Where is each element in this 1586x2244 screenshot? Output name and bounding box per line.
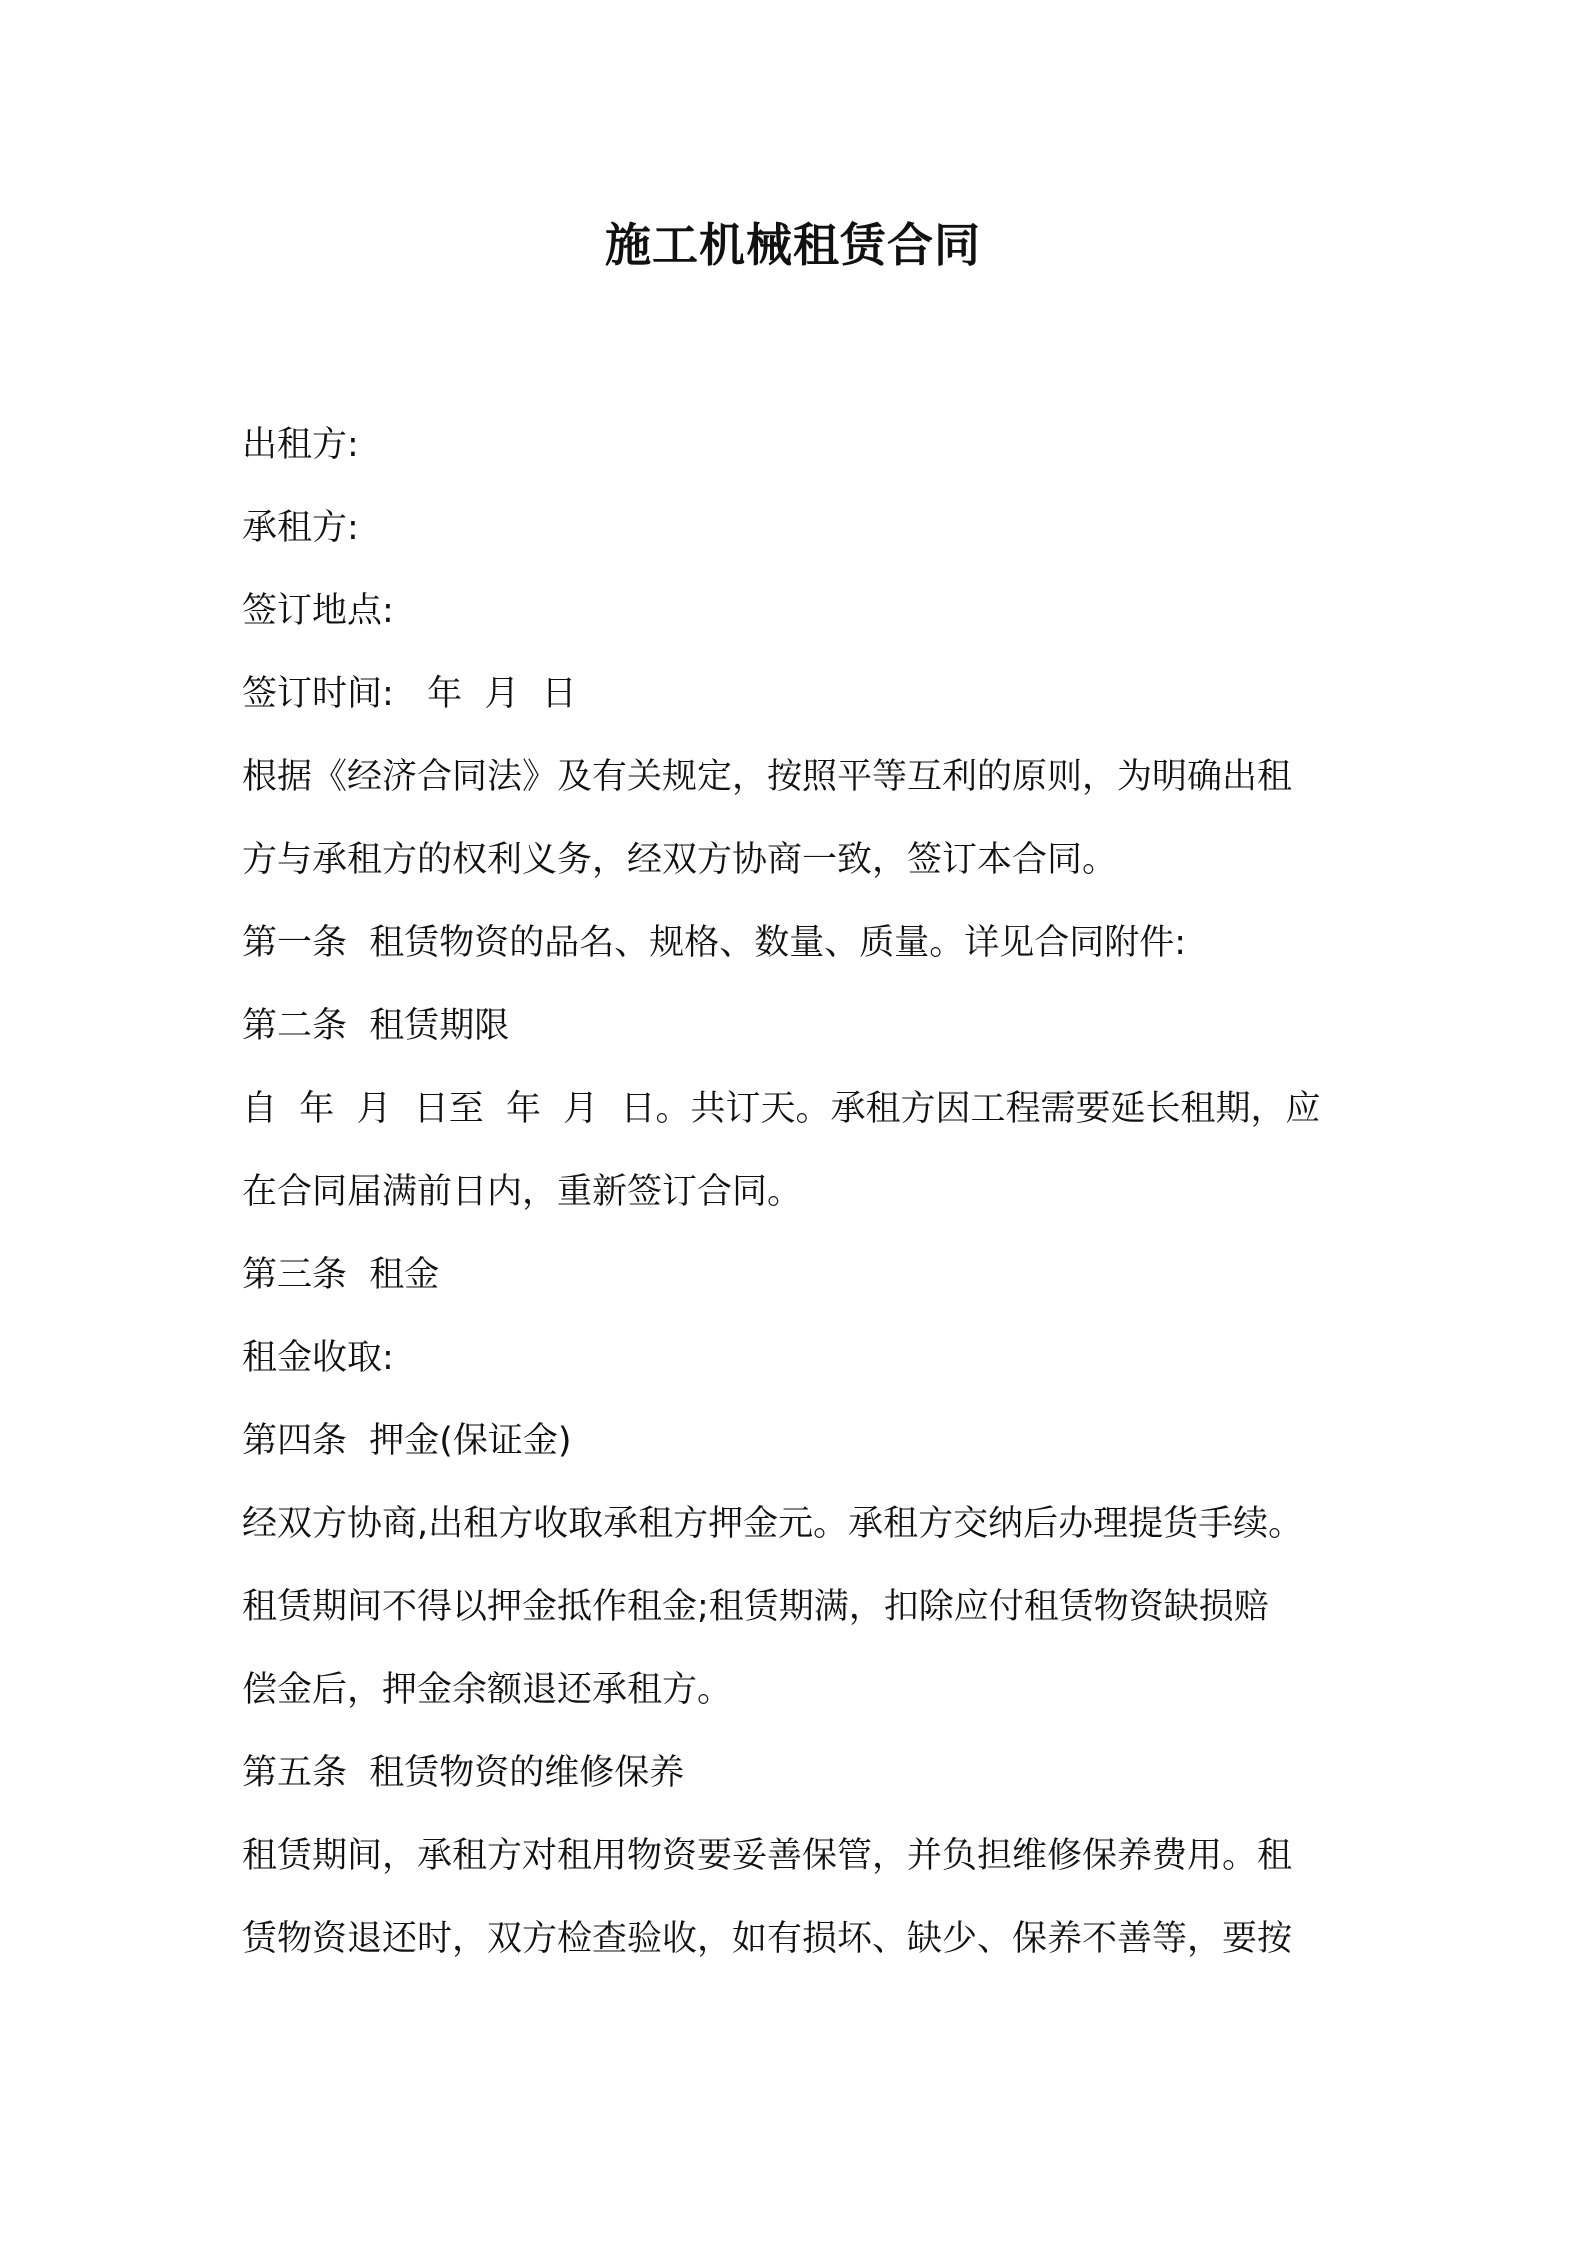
document-body	[242, 404, 1352, 1981]
party-lessee-line: 承租方:	[242, 508, 359, 548]
article-2-heading: 第二条 租赁期限	[242, 1006, 510, 1046]
article-5-text-2: 赁物资退还时，双方检查验收，如有损坏、缺少、保养不善等，要按	[242, 1919, 1293, 1959]
article-2-text-2: 在合同届满前日内，重新签订合同。	[242, 1172, 803, 1212]
article-4-text-3: 偿金后，押金余额退还承租方。	[242, 1670, 733, 1710]
article-3-text: 租金收取:	[242, 1338, 394, 1378]
article-4-text-2: 租赁期间不得以押金抵作租金;租赁期满，扣除应付租赁物资缺损赔	[242, 1587, 1269, 1627]
document-title: 施工机械租赁合同	[605, 218, 981, 272]
article-1-line: 第一条 租赁物资的品名、规格、数量、质量。详见合同附件:	[242, 923, 1187, 963]
signing-place-line: 签订地点:	[242, 591, 394, 631]
article-2-text-1: 自 年 月 日至 年 月 日。共订天。承租方因工程需要延长租期，应	[242, 1089, 1321, 1129]
preamble-line-2: 方与承租方的权利义务，经双方协商一致，签订本合同。	[242, 840, 1118, 880]
article-5-text-1: 租赁期间，承租方对租用物资要妥善保管，并负担维修保养费用。租	[242, 1836, 1293, 1876]
party-lessor-line: 出租方:	[242, 425, 359, 465]
article-4-text-1: 经双方协商,出租方收取承租方押金元。承租方交纳后办理提货手续。	[242, 1504, 1304, 1544]
article-4-heading: 第四条 押金(保证金)	[242, 1421, 572, 1461]
article-5-heading: 第五条 租赁物资的维修保养	[242, 1753, 685, 1793]
article-3-heading: 第三条 租金	[242, 1255, 440, 1295]
signing-date-line: 签订时间: 年 月 日	[242, 674, 577, 714]
preamble-line-1: 根据《经济合同法》及有关规定，按照平等互利的原则，为明确出租	[242, 757, 1293, 797]
